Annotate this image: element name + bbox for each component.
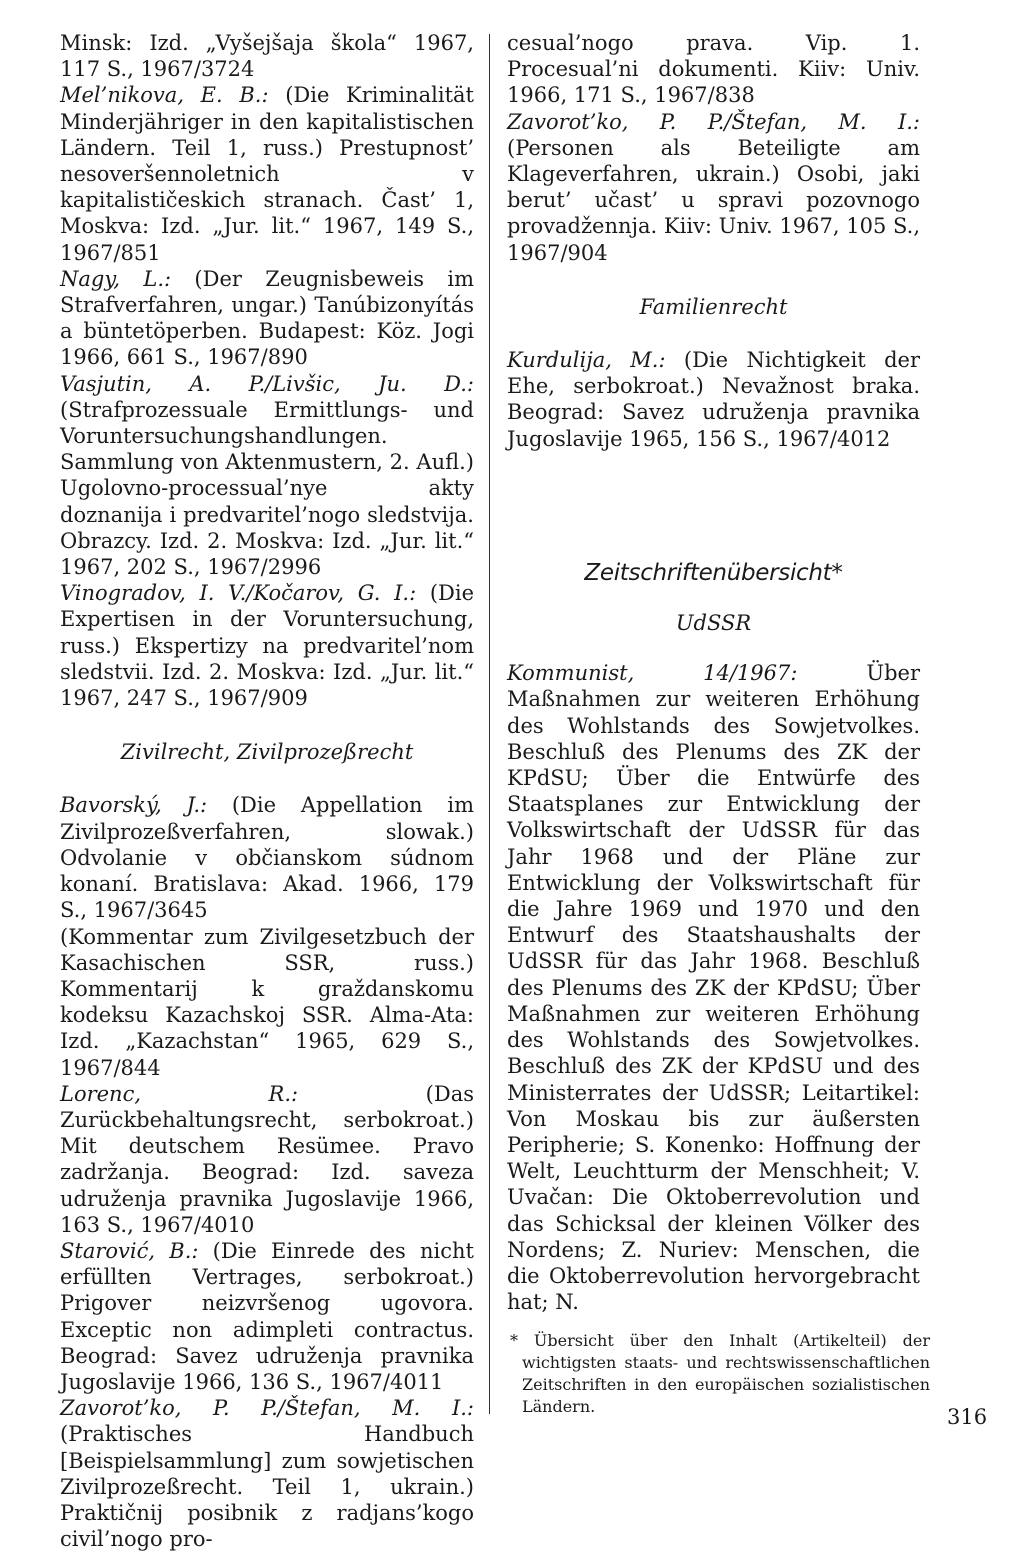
footnote: * Übersicht über den Inhalt (Artikelteil) der wichtigsten staats- und rechtswissenschaftlichen Zeitschriften in den europäischen sozialistischen Ländern. [510,1331,930,1416]
entry-author: Mel’nikova, E. B.: [60,83,269,108]
journal-review [507,660,920,1315]
bibliography-entry [60,371,474,581]
entry-author: Vasjutin, A. P./Livšic, Ju. D.: [60,371,474,396]
right-column [507,30,920,1315]
sub-heading: UdSSR [675,611,752,636]
entry-author: Vinogradov, I. V./Kočarov, G. I.: [60,581,417,606]
bibliography-entry [507,30,920,109]
bibliography-entry [507,109,920,266]
entry-text: (Der Zeugnisbeweis im Strafverfahren, ungar.) Tanúbizonyítás a büntetöperben. Budapest: Köz. Jogi 1966, 661 S., 1967/890 [60,266,474,370]
entry-text: (Die Nichtigkeit der Ehe, serbokroat.) Nevažnost braka. Beograd: Savez udruženja pravnika Jugoslavije 1965, 156 S., 1967/4012 [507,348,920,451]
entry-author: Zavorot’ko, P. P./Štefan, M. I.: [507,109,920,134]
entry-text: (Personen als Beteiligte am Klageverfahren, ukrain.) Osobi, jaki berut’ učast’ u spravi pozovnogo provadžennja. Kiiv: Univ. 1967, 105 S., 1967/904 [507,135,920,265]
bibliography-entry [60,82,474,265]
entry-author: Bavorský, J.: [60,793,208,818]
section-heading: Zivilrecht, Zivilprozeßrecht [120,740,414,765]
bibliography-entry [60,266,474,371]
bibliography-entry [60,792,474,923]
entry-text: cesual’nogo prava. Vip. 1. Procesual’ni dokumenti. Kiiv: Univ. 1966, 171 S., 1967/838 [507,31,920,108]
entry-author: Starović, B.: [60,1238,199,1263]
bibliography-entry [60,580,474,711]
bibliography-entry [60,30,474,82]
entry-text: (Kommentar zum Zivilgesetzbuch der Kasachischen SSR, russ.) Kommentarij k graždanskomu kodeksu Kazachskoj SSR. Alma-Ata: Izd. „Kazachstan“ 1965, 629 S., 1967/844 [60,924,474,1080]
bibliography-entry [60,1238,474,1395]
section-heading: Familienrecht [639,294,788,319]
bibliography-entry [60,1081,474,1238]
entry-text: Minsk: Izd. „Vyšejšaja škola“ 1967, 117 S., 1967/3724 [60,31,474,82]
entry-text: (Die Expertisen in der Voruntersuchung, russ.) Ekspertizy na predvaritel’nom sledstvii. Izd. 2. Moskva: Izd. „Jur. lit.“ 1967, 247 S., 1967/909 [60,581,474,711]
entry-author: Zavorot’ko, P. P./Štefan, M. I.: [60,1396,474,1421]
entry-text: (Die Appellation im Zivilprozeßverfahren, slowak.) Odvolanie v občianskom súdnom konaní. Bratislava: Akad. 1966, 179 S., 1967/3645 [60,793,474,923]
journal-source: Kommunist, 14/1967: [507,661,798,686]
bibliography-entry [507,347,920,452]
column-divider [489,34,490,1414]
page-number: 316 [947,1405,988,1429]
entry-text: (Das Zurückbehaltungsrecht, serbokroat.) Mit deutschem Resümee. Pravo zadržanja. Beograd: Izd. saveza udruženja pravnika Jugoslavije 1966, 163 S., 1967/4010 [60,1081,474,1237]
left-column [60,30,474,1552]
entry-text: (Die Einrede des nicht erfüllten Vertrages, serbokroat.) Prigover neizvršenog ugovora. Exceptic non adimpleti contractus. Beograd: Savez udruženja pravnika Jugoslavije 1966, 136 S., 1967/4011 [60,1238,474,1394]
main-heading: Zeitschriftenübersicht* [584,559,843,586]
bibliography-entry [60,1395,474,1552]
entry-author: Lorenc, R.: [60,1081,299,1106]
entry-text: (Praktisches Handbuch [Beispielsammlung] zum sowjetischen Zivilprozeßrecht. Teil 1, ukrain.) Praktičnij posibnik z radjans’kogo civil’nogo pro- [60,1422,474,1552]
journal-review-text: Über Maßnahmen zur weiteren Erhöhung des Wohlstands des Sowjetvolkes. Beschluß des Plenums des ZK der KPdSU; Über die Entwürfe des Staatsplanes zur Entwicklung der Volkswirtschaft der UdSSR für das Jahr 1968 und der Pläne zur Entwicklung der Volkswirtschaft für die Jahre 1969 und 1970 und den Entwurf des Staatshaushalts der UdSSR für das Jahr 1968. Beschluß des Plenums des ZK der KPdSU; Über Maßnahmen zur weiteren Erhöhung des Wohlstands des Sowjetvolkes. Beschluß des ZK der KPdSU und des Ministerrates der UdSSR; Leitartikel: Von Moskau bis zur äußersten Peripherie; S. Konenko: Hoffnung der Welt, Leuchtturm der Menschheit; V. Uvačan: Die Oktoberrevolution und das Schicksal der kleinen Völker des Nordens; Z. Nuriev: Menschen, die die Oktoberrevolution hervorgebracht hat; N. [507,661,920,1315]
entry-author: Kurdulija, M.: [507,348,666,373]
entry-text: (Die Kriminalität Minderjähriger in den kapitalistischen Ländern. Teil 1, russ.) Prestupnost’ nesoveršennoletnich v kapitalističeskich stranach. Čast’ 1, Moskva: Izd. „Jur. lit.“ 1967, 149 S., 1967/851 [60,83,474,265]
entry-author: Nagy, L.: [60,266,172,291]
entry-text: (Strafprozessuale Ermittlungs- und Voruntersuchungshandlungen. Sammlung von Aktenmustern, 2. Aufl.) Ugolovno-processual’nye akty doznanija i predvaritel’nogo sledstvija. Obrazcy. Izd. 2. Moskva: Izd. „Jur. lit.“ 1967, 202 S., 1967/2996 [60,397,474,580]
bibliography-entry [60,924,474,1081]
